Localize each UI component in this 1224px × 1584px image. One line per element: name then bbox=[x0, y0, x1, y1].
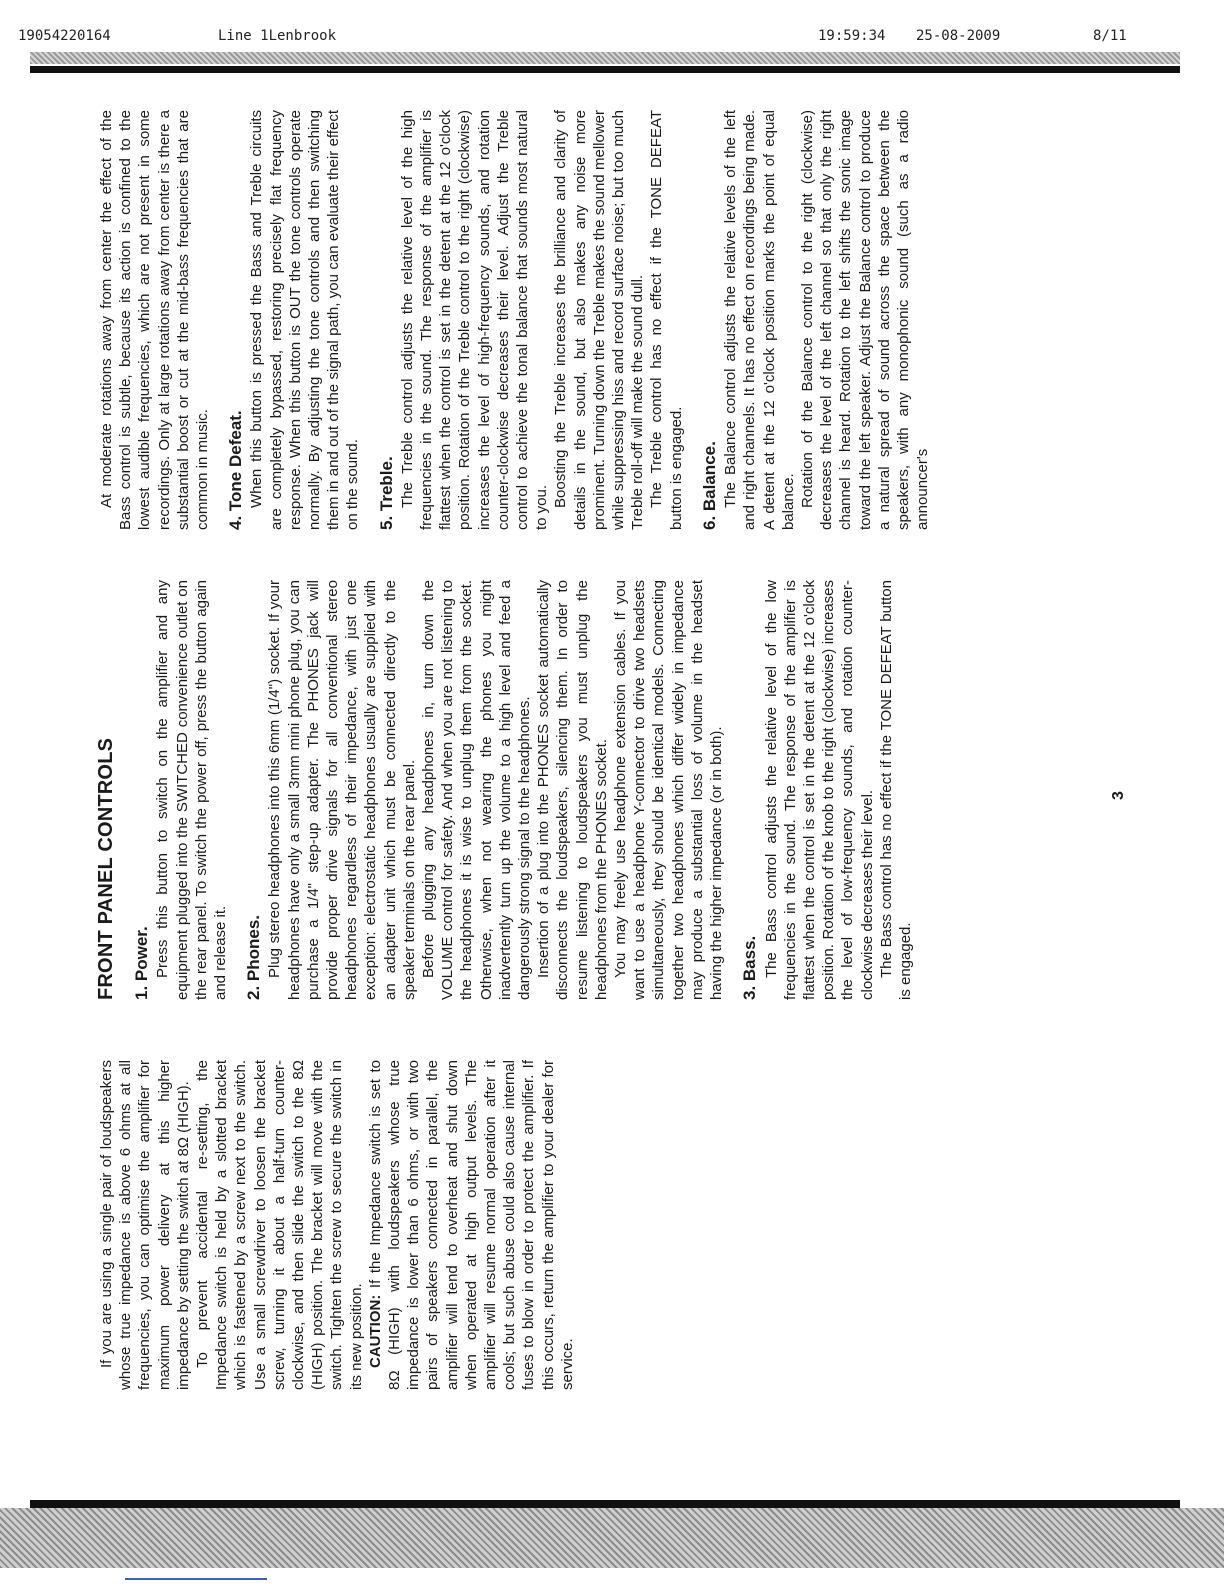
rotated-manual-page bbox=[75, 80, 1135, 1490]
fax-time: 19:59:34 bbox=[818, 28, 886, 44]
impedance-caution bbox=[366, 1060, 577, 1390]
fax-date: 25-08-2009 bbox=[916, 28, 1001, 44]
page-number: 3 bbox=[1110, 791, 1127, 800]
balance-heading: 6. Balance. bbox=[699, 441, 719, 530]
bass-heading: 3. Bass. bbox=[740, 935, 760, 1000]
bass-paragraph: The Bass control adjusts the relative level of the low frequencies in the sound. The response of the amplifier is flattest when the control is set in the detent at the 12 o'clock position. Rotation of the knob to the right (clockwise) increases the level of low-frequency sounds, and rotation counter-clockwise decreases their level. bbox=[762, 580, 876, 1000]
scan-noise-band-bottom bbox=[0, 1508, 1224, 1568]
fax-page: 8/11 bbox=[1093, 28, 1127, 44]
phones-paragraph: Before plugging any headphones in, turn down the VOLUME control for safety. And when you are not listening to the headphones it is wise to unplug them from the socket. Otherwise, when not wearing the phones you might inadvertently turn up the volume to a high level and feed a dangerously strong signal to the headphones. bbox=[420, 580, 534, 1000]
column-tone-controls bbox=[97, 110, 932, 530]
treble-heading: 5. Treble. bbox=[376, 456, 396, 530]
power-text: Press this button to switch on the amplifier and any equipment plugged into the SWITCHED convenience outlet on the rear panel. To switch the power off, press the button again and release it. bbox=[154, 580, 230, 1000]
fax-sender: Line 1Lenbrook bbox=[218, 28, 337, 44]
caution-text: If the Impedance switch is set to 8Ω (HIGH) with loudspeakers whose true impedance is lower than 6 ohms, or with two pairs of speakers connected in parallel, the amplifier will tend to overheat and shut down when operated at high output levels. The amplifier will resume normal operation after it cools; but such abuse could also cause internal fuses to blow in order to protect the amplifier. If this occurs, return the amplifier to your dealer for service. bbox=[366, 1060, 576, 1390]
phones-paragraph: Insertion of a plug into the PHONES socket automatically disconnects the loudspeakers, silencing them. In order to resume listening to loudspeakers you must unplug the headphones from the PHONES socket. bbox=[535, 580, 610, 1000]
phones-paragraph: You may freely use headphone extension cables. If you want to use a headphone Y-connector to drive two headsets simultaneously, they should be identical models. Connecting together two headphones which differ widely in impedance may produce a substantial loss of volume in the headset having the higher impedance (or in both). bbox=[612, 580, 726, 1000]
fax-header bbox=[0, 0, 1224, 50]
bass-paragraph: The Bass control has no effect if the TONE DEFEAT button is engaged. bbox=[877, 580, 914, 1000]
page-title: FRONT PANEL CONTROLS bbox=[95, 737, 117, 1000]
column-front-panel bbox=[97, 580, 915, 1000]
treble-paragraph: Boosting the Treble increases the brilliance and clarity of details in the sound, but also makes any noise more prominent. Turning down the Treble makes the sound mellower while suppressing hiss and record surface noise; but too much Treble roll-off will make the sound dull. bbox=[552, 110, 647, 530]
bass-continued: At moderate rotations away from center the effect of the Bass control is subtle, because its action is confined to the lowest audible frequencies, which are not present in some recordings. Only at large rotations away from center is there a substantial boost or cut at the mid-bass frequencies that are common in music. bbox=[98, 110, 212, 530]
bottom-rule bbox=[30, 1500, 1180, 1508]
fax-number: 19054220164 bbox=[18, 28, 111, 44]
caution-label: CAUTION: bbox=[366, 1294, 384, 1368]
top-rule bbox=[30, 66, 1180, 73]
tone-defeat-heading: 4. Tone Defeat. bbox=[226, 410, 246, 530]
phones-paragraph: Plug stereo headphones into this 6mm (1/4") socket. If your headphones have only a small 3mm mini phone plug, you can purchase a 1/4" step-up adapter. The PHONES jack will provide proper drive signals for all conventional stereo headphones regardless of their impedance, with just one exception: electrostatic headphones usually are supplied with an adapter unit which must be connected directly to the speaker terminals on the rear panel. bbox=[266, 580, 418, 1000]
impedance-intro: If you are using a single pair of loudspeakers whose true impedance is above 6 ohms at all frequencies, you can optimise the amplifier for maximum power delivery at this higher impedance by setting the switch at 8Ω (HIGH). bbox=[98, 1060, 192, 1390]
treble-paragraph: The Treble control adjusts the relative level of the high frequencies in the sound. The response of the amplifier is flattest when the control is set in the detent at the 12 o'clock position. Rotation of the Treble control to the right (clockwise) increases the level of high-frequency sounds, and rotation counter-clockwise decreases their level. Adjust the Treble control to achieve the tonal balance that sounds most natural to you. bbox=[398, 110, 551, 530]
power-heading: 1. Power. bbox=[132, 926, 152, 1000]
impedance-bracket: To prevent accidental re-setting, the Impedance switch is held by a slotted bracket which is fastened by a screw next to the switch. Use a small screwdriver to loosen the bracket screw, turning it about a half-turn counter-clockwise, and then slide the switch to the 8Ω (HIGH) position. The bracket will move with the switch. Tighten the screw to secure the switch in its new position. bbox=[194, 1060, 365, 1390]
balance-paragraph: The Balance control adjusts the relative levels of the left and right channels. It has no effect on recordings being made. A detent at the 12 o'clock position marks the point of equal balance. bbox=[722, 110, 797, 530]
scan-noise-band-top bbox=[30, 52, 1180, 64]
bottom-link-mark bbox=[125, 1578, 267, 1580]
column-impedance bbox=[97, 1060, 577, 1390]
tone-defeat-text: When this button is pressed the Bass and Treble circuits are completely bypassed, restoring precisely flat frequency response. When this button is OUT the tone controls operate normally. By adjusting the tone controls and then switching them in and out of the signal path, you can evaluate their effect on the sound. bbox=[248, 110, 362, 530]
balance-paragraph: Rotation of the Balance control to the right (clockwise) decreases the level of the left channel so that only the right channel is heard. Rotation to the left shifts the sonic image toward the left speaker. Adjust the Balance control to produce a natural spread of sound across the space between the speakers, with any monophonic sound (such as a radio announcer's bbox=[798, 110, 932, 530]
phones-heading: 2. Phones. bbox=[244, 914, 264, 1000]
treble-paragraph: The Treble control has no effect if the TONE DEFEAT button is engaged. bbox=[648, 110, 685, 530]
